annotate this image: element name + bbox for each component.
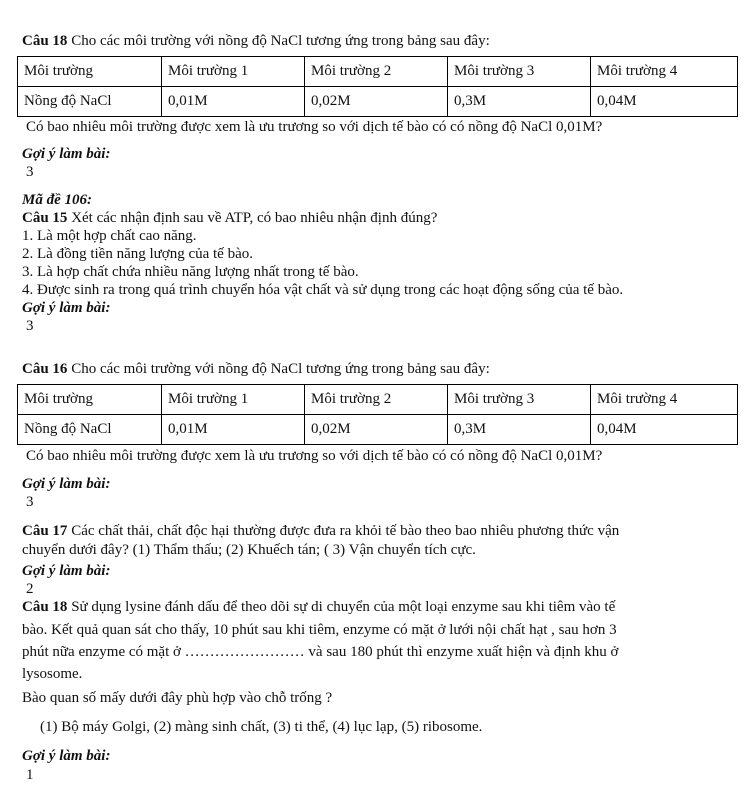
q16-question: Có bao nhiêu môi trường được xem là ưu trương so với dịch tế bào có có nồng độ NaCl 0,01M? — [26, 448, 603, 464]
q18b-line1: Sử dụng lysine đánh dấu để theo dõi sự di chuyển của một loại enzyme sau khi tiêm vào tế — [67, 599, 616, 615]
q18b-heading — [22, 599, 615, 616]
q15-text: Xét các nhận định sau về ATP, có bao nhiêu nhận định đúng? — [67, 210, 438, 226]
q15-hint: Gợi ý làm bài: — [22, 300, 111, 316]
q18b-label: Câu 18 — [22, 599, 68, 615]
table-cell: Môi trường 3 — [448, 385, 591, 415]
q15-item-4: 4. Được sinh ra trong quá trình chuyển hóa vật chất và sử dụng trong các hoạt động sống của tế bào. — [22, 282, 624, 298]
table-cell: Môi trường 4 — [591, 57, 738, 87]
q18b-line3: phút nữa enzyme có mặt ở …………………… và sau 180 phút thì enzyme xuất hiện và định khu ở — [22, 644, 619, 660]
q16-hint: Gợi ý làm bài: — [22, 476, 111, 492]
table-cell: Môi trường 1 — [162, 57, 305, 87]
table-cell: 0,01M — [162, 415, 305, 445]
table-cell: Môi trường 1 — [162, 385, 305, 415]
q17-heading — [22, 523, 619, 540]
q18a-table — [17, 56, 738, 117]
q15-item-1: 1. Là một hợp chất cao năng. — [22, 228, 197, 244]
table-cell: 0,04M — [591, 415, 738, 445]
q15-label: Câu 15 — [22, 210, 68, 226]
q18b-options: (1) Bộ máy Golgi, (2) màng sinh chất, (3) ti thể, (4) lục lạp, (5) ribosome. — [40, 719, 483, 735]
q18b-hint: Gợi ý làm bài: — [22, 748, 111, 764]
table-cell: 0,02M — [305, 87, 448, 117]
q18a-answer: 3 — [26, 164, 34, 180]
q16-text: Cho các môi trường với nồng độ NaCl tương ứng trong bảng sau đây: — [67, 361, 490, 377]
table-row — [18, 385, 738, 415]
table-cell: Nồng độ NaCl — [18, 415, 162, 445]
q18a-hint: Gợi ý làm bài: — [22, 146, 111, 162]
q15-heading — [22, 210, 437, 227]
q15-item-3: 3. Là hợp chất chứa nhiều năng lượng nhất trong tế bào. — [22, 264, 359, 280]
q18a-question: Có bao nhiêu môi trường được xem là ưu trương so với dịch tế bào có có nồng độ NaCl 0,01M? — [26, 119, 603, 135]
table-cell: 0,3M — [448, 415, 591, 445]
q16-table — [17, 384, 738, 445]
table-cell: Môi trường — [18, 57, 162, 87]
q18a-label: Câu 18 — [22, 33, 68, 49]
q18b-line2: bào. Kết quả quan sát cho thấy, 10 phút sau khi tiêm, enzyme có mặt ở lưới nội chất hạt , sau hơn 3 — [22, 622, 617, 638]
table-cell: Nồng độ NaCl — [18, 87, 162, 117]
q18b-answer: 1 — [26, 767, 34, 783]
table-row — [18, 57, 738, 87]
table-cell: 0,04M — [591, 87, 738, 117]
exam-code: Mã đề 106: — [22, 192, 92, 208]
q17-line2: chuyển dưới đây? (1) Thẩm thấu; (2) Khuếch tán; ( 3) Vận chuyển tích cực. — [22, 542, 476, 558]
q18b-line4: lysosome. — [22, 666, 83, 682]
table-cell: Môi trường 2 — [305, 385, 448, 415]
q18b-question: Bào quan số mấy dưới đây phù hợp vào chỗ trống ? — [22, 690, 333, 706]
q17-line1: Các chất thải, chất độc hại thường được đưa ra khỏi tế bào theo bao nhiêu phương thức vận — [67, 523, 620, 539]
table-cell: 0,02M — [305, 415, 448, 445]
table-cell: Môi trường 4 — [591, 385, 738, 415]
q17-label: Câu 17 — [22, 523, 68, 539]
q15-answer: 3 — [26, 318, 34, 334]
table-cell: Môi trường — [18, 385, 162, 415]
q17-answer: 2 — [26, 581, 34, 597]
q16-label: Câu 16 — [22, 361, 68, 377]
q16-answer: 3 — [26, 494, 34, 510]
table-cell: Môi trường 2 — [305, 57, 448, 87]
table-cell: 0,3M — [448, 87, 591, 117]
q15-item-2: 2. Là đồng tiền năng lượng của tế bào. — [22, 246, 253, 262]
q16-heading — [22, 361, 490, 378]
table-row — [18, 87, 738, 117]
table-cell: Môi trường 3 — [448, 57, 591, 87]
q18a-text: Cho các môi trường với nồng độ NaCl tương ứng trong bảng sau đây: — [67, 33, 490, 49]
table-cell: 0,01M — [162, 87, 305, 117]
q17-hint: Gợi ý làm bài: — [22, 563, 111, 579]
q18a-heading — [22, 33, 490, 50]
table-row — [18, 415, 738, 445]
